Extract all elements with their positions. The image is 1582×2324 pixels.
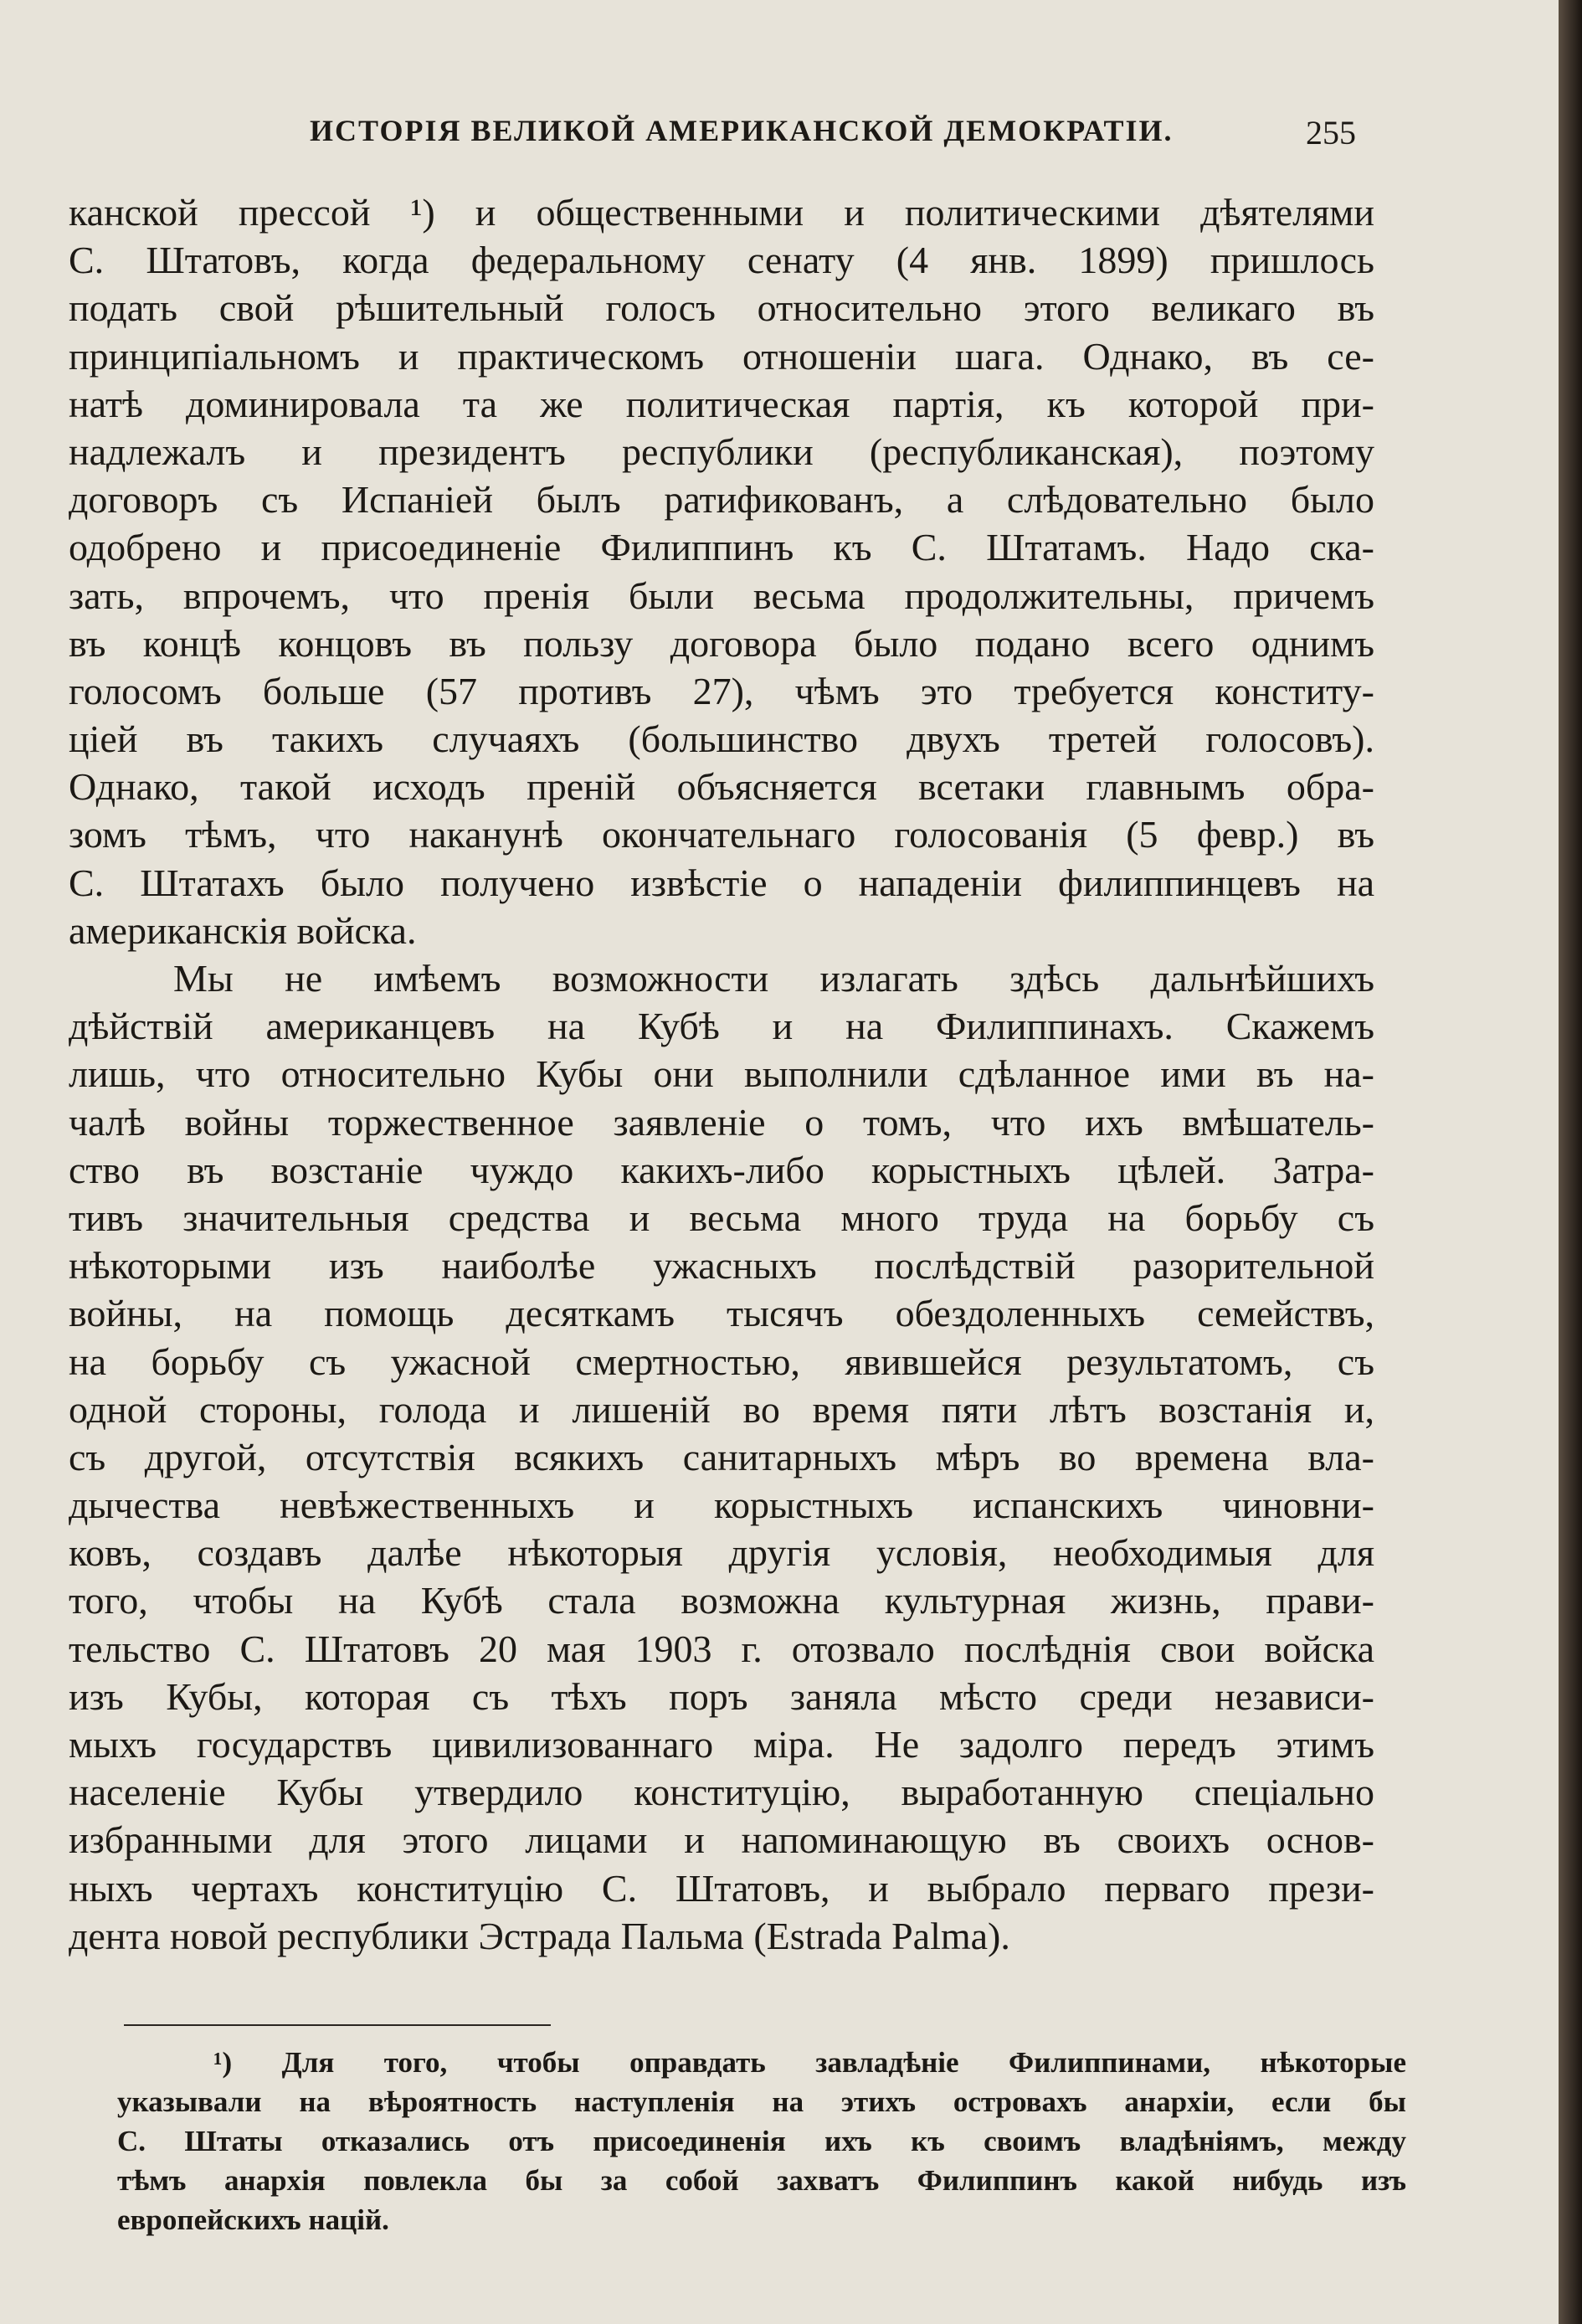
text-line: мыхъ государствъ цивилизованнаго міра. Не задолго передъ этимъ bbox=[69, 1723, 1374, 1766]
text-line: Мы не имѣемъ возможности излагать здѣсь дальнѣйшихъ bbox=[173, 957, 1374, 1000]
text-line: дента новой республики Эстрада Пальма (Estrada Palma). bbox=[69, 1914, 1010, 1957]
text-line: тельство С. Штатовъ 20 мая 1903 г. отозвало послѣднія свои войска bbox=[69, 1627, 1374, 1670]
text-line: ціей въ такихъ случаяхъ (большинство двухъ третей голосовъ). bbox=[69, 717, 1374, 761]
text-line: лишь, что относительно Кубы они выполнили сдѣланное ими въ на- bbox=[69, 1052, 1374, 1096]
footnote-line: С. Штаты отказались отъ присоединенія ихъ къ своимъ владѣніямъ, между bbox=[117, 2125, 1406, 2157]
text-line: американскія войска. bbox=[69, 908, 417, 952]
text-line: дѣйствій американцевъ на Кубѣ и на Филиппинахъ. Скажемъ bbox=[69, 1005, 1374, 1048]
page-edge-shadow bbox=[1559, 0, 1582, 2324]
text-line: канской прессой ¹) и общественными и политическими дѣятелями bbox=[69, 191, 1374, 234]
text-line: чалѣ войны торжественное заявленіе о томъ, что ихъ вмѣшатель- bbox=[69, 1100, 1374, 1144]
footnote-line: европейскихъ націй. bbox=[117, 2203, 389, 2236]
body-text bbox=[69, 188, 1374, 1960]
page-number: 255 bbox=[1306, 114, 1356, 152]
text-line: Однако, такой исходъ преній объясняется всетаки главнымъ обра- bbox=[69, 765, 1374, 809]
text-line: одной стороны, голода и лишеній во время пяти лѣтъ возстанія и, bbox=[69, 1387, 1374, 1431]
text-line: одобрено и присоединеніе Филиппинъ къ С. Штатамъ. Надо ска- bbox=[69, 526, 1374, 569]
text-line: зомъ тѣмъ, что наканунѣ окончательнаго голосованія (5 февр.) въ bbox=[69, 813, 1374, 856]
text-line: въ концѣ концовъ въ пользу договора было подано всего однимъ bbox=[69, 621, 1374, 665]
footnote-line: ¹) Для того, чтобы оправдать завладѣніе Филиппинами, нѣкоторые bbox=[213, 2046, 1406, 2079]
text-line: на борьбу съ ужасной смертностью, явившейся результатомъ, съ bbox=[69, 1339, 1374, 1383]
text-line: ство въ возстаніе чуждо какихъ-либо корыстныхъ цѣлей. Затра- bbox=[69, 1148, 1374, 1191]
footnote-separator bbox=[124, 2024, 551, 2026]
text-line: подать свой рѣшительный голосъ относительно этого великаго въ bbox=[69, 286, 1374, 330]
text-line: надлежалъ и президентъ республики (республиканская), поэтому bbox=[69, 429, 1374, 473]
footnote-line: указывали на вѣроятность наступленія на этихъ островахъ анархіи, если бы bbox=[117, 2085, 1406, 2118]
text-line: ковъ, создавъ далѣе нѣкоторыя другія условія, необходимыя для bbox=[69, 1531, 1374, 1575]
text-line: С. Штатовъ, когда федеральному сенату (4 янв. 1899) пришлось bbox=[69, 239, 1374, 282]
text-line: съ другой, отсутствія всякихъ санитарныхъ мѣръ во времена вла- bbox=[69, 1435, 1374, 1478]
text-line: натѣ доминировала та же политическая партія, къ которой при- bbox=[69, 382, 1374, 425]
text-line: зать, впрочемъ, что пренія были весьма продолжительны, причемъ bbox=[69, 573, 1374, 617]
text-line: дычества невѣжественныхъ и корыстныхъ испанскихъ чиновни- bbox=[69, 1483, 1374, 1527]
text-line: избранными для этого лицами и напоминающую въ своихъ основ- bbox=[69, 1818, 1374, 1862]
text-line: принципіальномъ и практическомъ отношеніи шага. Однако, въ се- bbox=[69, 334, 1374, 378]
text-line: населеніе Кубы утвердило конституцію, выработанную спеціально bbox=[69, 1771, 1374, 1814]
page-header bbox=[310, 113, 1356, 163]
text-line: тивъ значительныя средства и весьма много труда на борьбу съ bbox=[69, 1195, 1374, 1239]
running-title: ИСТОРІЯ ВЕЛИКОЙ АМЕРИКАНСКОЙ ДЕМОКРАТІИ. bbox=[310, 114, 1174, 147]
text-line: ныхъ чертахъ конституцію С. Штатовъ, и выбрало перваго прези- bbox=[69, 1866, 1374, 1910]
text-line: войны, на помощь десяткамъ тысячъ обездоленныхъ семействъ, bbox=[69, 1292, 1374, 1335]
footnote-line: тѣмъ анархія повлекла бы за собой захватъ Филиппинъ какой нибудь изъ bbox=[117, 2164, 1406, 2197]
text-line: договоръ съ Испаніей былъ ратификованъ, а слѣдовательно было bbox=[69, 478, 1374, 522]
text-line: С. Штатахъ было получено извѣстіе о нападеніи филиппинцевъ на bbox=[69, 861, 1374, 904]
text-line: того, чтобы на Кубѣ стала возможна культурная жизнь, прави- bbox=[69, 1579, 1374, 1622]
text-line: нѣкоторыми изъ наиболѣе ужасныхъ послѣдствій разорительной bbox=[69, 1244, 1374, 1288]
text-line: изъ Кубы, которая съ тѣхъ поръ заняла мѣсто среди независи- bbox=[69, 1674, 1374, 1718]
footnote bbox=[117, 2043, 1406, 2239]
text-line: голосомъ больше (57 противъ 27), чѣмъ это требуется конститу- bbox=[69, 669, 1374, 712]
